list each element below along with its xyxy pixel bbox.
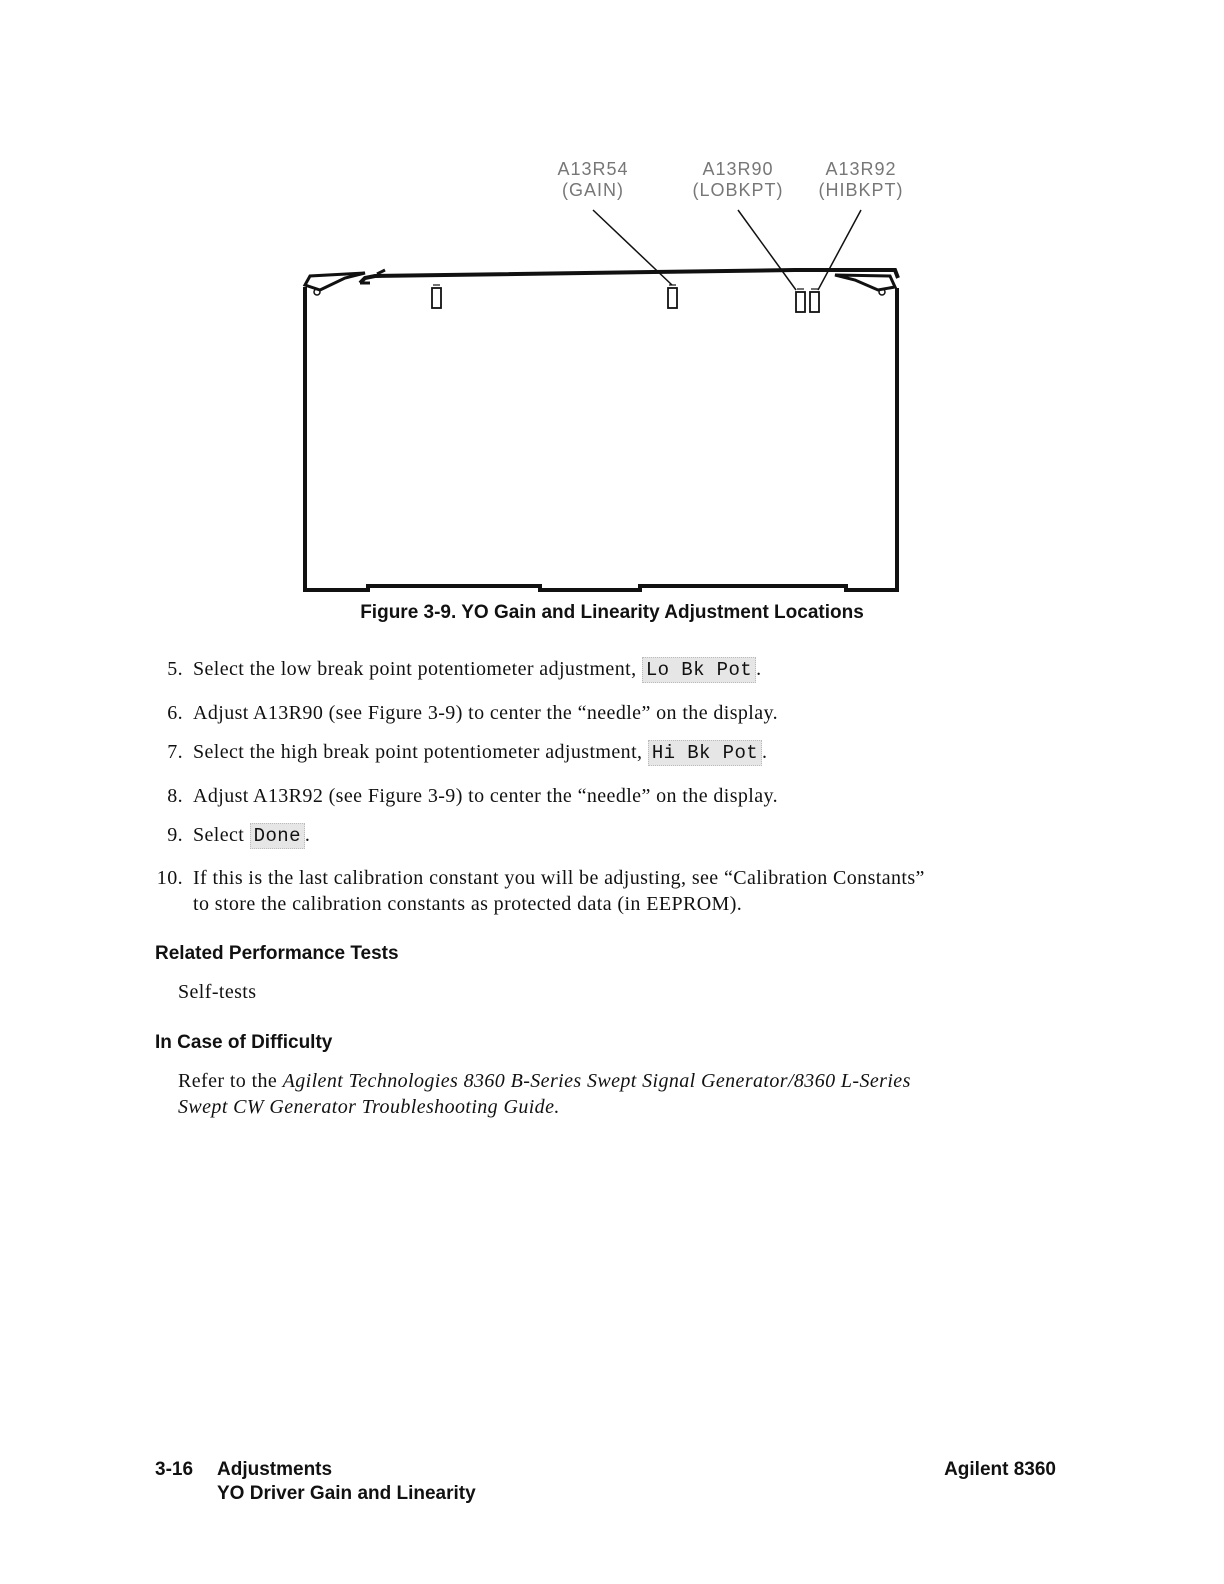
footer-product: Agilent 8360 bbox=[944, 1459, 1056, 1480]
pot-a13r54 bbox=[668, 288, 677, 308]
pot-a13r92 bbox=[810, 292, 819, 312]
step-text-line-1: If this is the last calibration constant you will be adjusting, see “Calibration Constants” bbox=[193, 867, 925, 889]
callout-a13r92-ref: A13R92 bbox=[825, 159, 897, 179]
step-number: 5. bbox=[167, 658, 183, 680]
softkey-hi-bk-pot: Hi Bk Pot bbox=[648, 740, 762, 766]
step-text-line-2: to store the calibration constants as protected data (in EEPROM). bbox=[193, 893, 743, 915]
step-number: 6. bbox=[167, 702, 183, 724]
left-ear bbox=[305, 273, 365, 290]
step-number: 7. bbox=[167, 741, 183, 763]
step-text: Adjust A13R92 (see Figure 3-9) to center the “needle” on the display. bbox=[193, 785, 779, 807]
step-text: Select the high break point potentiometer adjustment, bbox=[193, 741, 648, 763]
board-bottom-edge bbox=[303, 586, 899, 590]
step-number: 9. bbox=[167, 824, 183, 846]
guide-title-line-1: Agilent Technologies 8360 B-Series Swept Signal Generator/8360 L-Series bbox=[282, 1070, 911, 1092]
footer-page-number: 3-16 bbox=[155, 1459, 194, 1480]
footer-subsection: YO Driver Gain and Linearity bbox=[217, 1483, 476, 1504]
callout-a13r54-ref: A13R54 bbox=[557, 159, 629, 179]
right-ear bbox=[835, 275, 895, 290]
leader-line-lobkpt bbox=[738, 210, 796, 290]
board-outline-svg bbox=[160, 150, 1060, 600]
leader-line-hibkpt bbox=[818, 210, 861, 290]
board-top-edge bbox=[360, 270, 898, 283]
guide-title-line-2: Swept CW Generator Troubleshooting Guide. bbox=[178, 1096, 560, 1118]
step-text: Select the low break point potentiometer adjustment, bbox=[193, 658, 642, 680]
softkey-lo-bk-pot: Lo Bk Pot bbox=[642, 657, 756, 683]
footer-section: Adjustments bbox=[217, 1459, 333, 1480]
step-number: 8. bbox=[167, 785, 183, 807]
callout-a13r90-ref: A13R90 bbox=[702, 159, 774, 179]
figure-caption: Figure 3-9. YO Gain and Linearity Adjustment Locations bbox=[360, 602, 864, 623]
step-text: Select bbox=[193, 824, 250, 846]
pot-a13r90 bbox=[796, 292, 805, 312]
callout-a13r90-fn: (LOBKPT) bbox=[692, 180, 784, 200]
difficulty-heading: In Case of Difficulty bbox=[155, 1032, 333, 1053]
difficulty-text: Refer to the Agilent Technologies 8360 B-Series Swept Signal Generator/8360 L-Series Swept CW Generator Troubleshooting Guide. bbox=[178, 1070, 911, 1118]
step-number: 10. bbox=[156, 867, 183, 889]
step-text: Adjust A13R90 (see Figure 3-9) to center the “needle” on the display. bbox=[193, 702, 779, 724]
softkey-done: Done bbox=[250, 823, 305, 849]
callout-a13r92-fn: (HIBKPT) bbox=[818, 180, 904, 200]
related-tests-heading: Related Performance Tests bbox=[155, 943, 399, 964]
figure-board-diagram bbox=[160, 150, 1060, 600]
callout-a13r54-fn: (GAIN) bbox=[562, 180, 624, 200]
related-tests-text: Self-tests bbox=[178, 981, 257, 1003]
pot-unlabeled-left bbox=[432, 288, 441, 308]
